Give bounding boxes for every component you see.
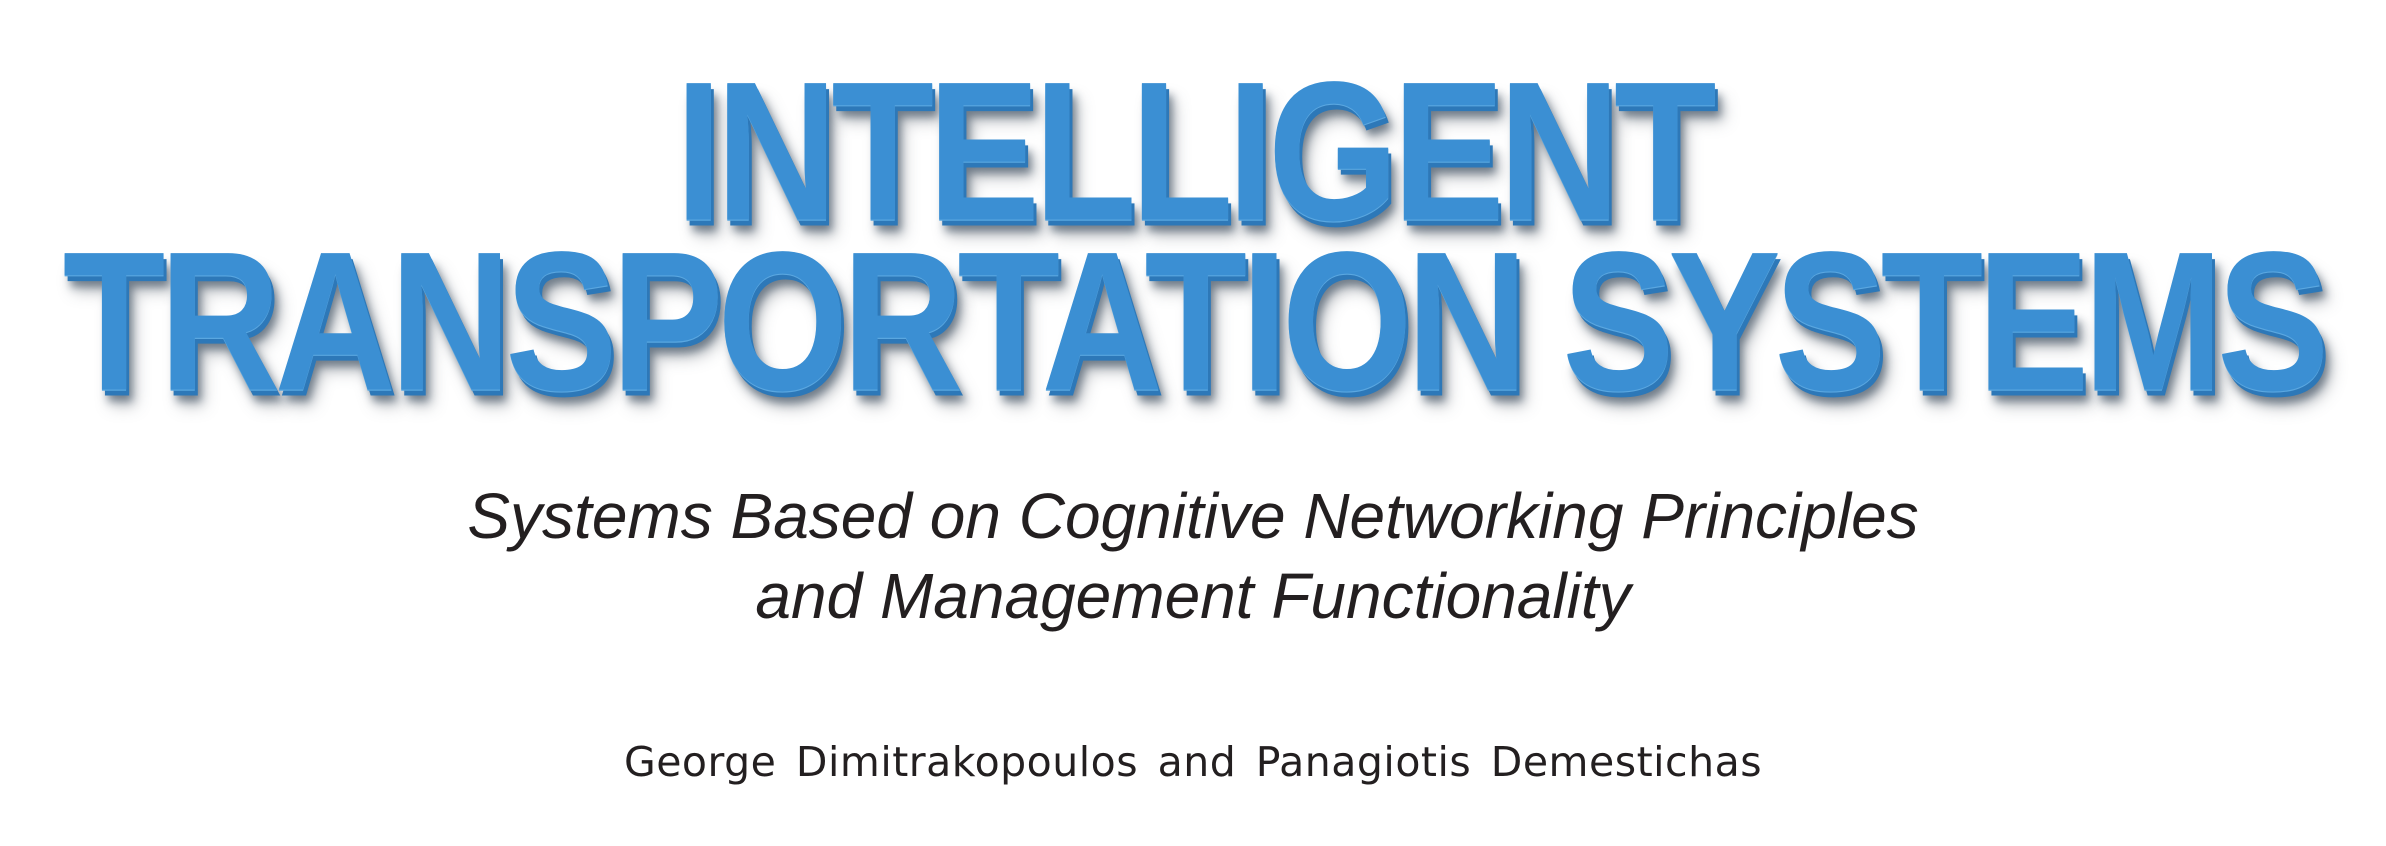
title-line-intelligent: INTELLIGENT [675,40,1711,263]
title-line-transportation-systems: TRANSPORTATION SYSTEMS [62,210,2324,433]
subtitle-line-2: and Management Functionality [755,560,1631,632]
authors: George Dimitrakopoulos and Panagiotis Demestichas [623,738,1763,786]
subtitle-line-1: Systems Based on Cognitive Networking Principles [467,480,1919,552]
